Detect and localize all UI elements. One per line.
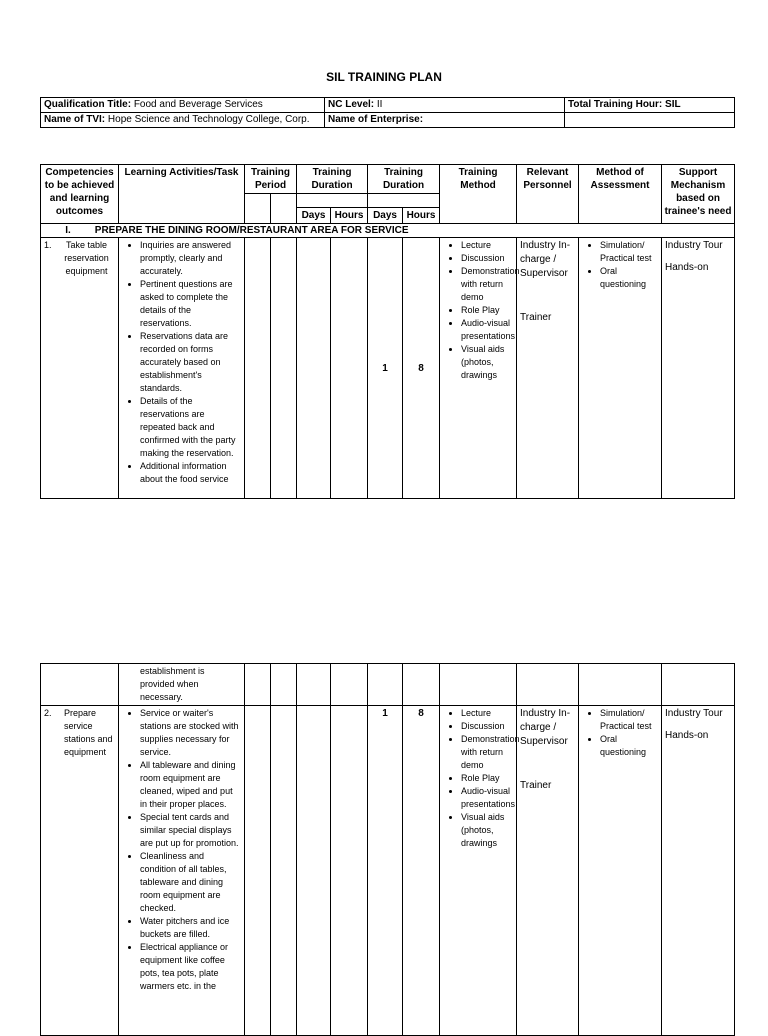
header-training-duration-1: Training Duration: [297, 165, 368, 194]
empty-cell: [662, 664, 735, 706]
method-item: • Audio-visual presentations: [461, 317, 513, 343]
empty-cell: [440, 664, 517, 706]
activity-item: • Additional information about the food service: [140, 460, 241, 486]
qualification-value: Food and Beverage Services: [133, 99, 263, 110]
competency-cell: [41, 706, 119, 1036]
empty-cell: [403, 664, 440, 706]
section-heading: [41, 224, 735, 238]
activity-item: • Cleanliness and condition of all tables, tableware and dining room equipment are checked.: [140, 850, 241, 915]
method-item: • Role Play: [461, 304, 513, 317]
method-item: • Demonstration with return demo: [461, 265, 513, 304]
activity-item: • Reservations data are recorded on forms accurately based on establishment's standards.: [140, 330, 241, 395]
total-hours-label: Total Training Hour: SIL: [568, 99, 681, 110]
hours-value: 8: [403, 238, 440, 499]
header-hours-1: Hours: [331, 208, 368, 224]
method-item: • Lecture: [461, 707, 513, 720]
method-cell: [440, 706, 520, 1036]
activity-item: • Service or waiter's stations are stocked with supplies necessary for service.: [140, 707, 241, 759]
competency-cell: [41, 664, 119, 706]
header-days-2: Days: [368, 208, 403, 224]
method-item: • Demonstration with return demo: [461, 733, 513, 772]
qualification-cell: [41, 98, 325, 113]
competency-text: Take table reservation equipment: [64, 240, 109, 276]
header-training-method: Training Method: [440, 165, 517, 224]
empty-cell: [565, 113, 735, 128]
assessment-item: • Simulation/ Practical test: [600, 239, 658, 265]
nc-level-label: NC Level:: [328, 99, 375, 110]
activity-item: • Inquiries are answered promptly, clearly and accurately.: [140, 239, 241, 278]
empty-cell: [579, 664, 662, 706]
header-method-assessment: Method of Assessment: [579, 165, 662, 224]
activity-continuation: establishment is provided when necessary.: [140, 666, 205, 702]
tvi-value: Hope Science and Technology College, Corp.: [107, 114, 310, 125]
method-item: • Visual aids (photos, drawings: [461, 811, 513, 850]
period-sub-2: [271, 194, 297, 224]
competency-number: 2.: [44, 708, 52, 718]
support-hands-on: Hands-on: [665, 730, 709, 741]
method-item: • Audio-visual presentations: [461, 785, 513, 811]
period-cell: [271, 706, 297, 1036]
activity-item: • Electrical appliance or equipment like coffee pots, tea pots, plate warmers etc. in the: [140, 941, 241, 993]
empty-cell: [331, 664, 368, 706]
method-item: • Discussion: [461, 720, 513, 733]
tvi-cell: [41, 113, 325, 128]
activities-cell: [119, 706, 245, 1036]
personnel-cell: [517, 706, 579, 1036]
empty-cell: [297, 664, 331, 706]
activity-item: • Details of the reservations are repeated back and confirmed with the party making the reservation.: [140, 395, 241, 460]
personnel-industry: Industry In-charge / Supervisor: [520, 240, 571, 279]
personnel-trainer: Trainer: [520, 312, 552, 323]
table-row: [41, 238, 735, 499]
duration-spacer-1: [297, 194, 368, 208]
personnel-industry: Industry In-charge / Supervisor: [520, 708, 571, 747]
header-hours-2: Hours: [403, 208, 440, 224]
empty-cell: [368, 664, 403, 706]
hours-value: 8: [403, 706, 440, 1036]
nc-level-value: II: [376, 99, 383, 110]
support-hands-on: Hands-on: [665, 262, 709, 273]
header-days-1: Days: [297, 208, 331, 224]
personnel-cell: [517, 238, 579, 499]
support-cell: [662, 238, 735, 499]
nc-level-cell: [325, 98, 565, 113]
days-value: 1: [368, 706, 403, 1036]
total-hours-cell: [565, 98, 735, 113]
enterprise-label: Name of Enterprise:: [328, 114, 424, 125]
hours-cell: [331, 706, 368, 1036]
assessment-item: • Simulation/ Practical test: [600, 707, 658, 733]
header-activities: Learning Activities/Task: [119, 165, 245, 224]
method-item: • Lecture: [461, 239, 513, 252]
header-support-mechanism: Support Mechanism based on trainee's need: [662, 165, 735, 224]
activities-cell: [119, 238, 245, 499]
info-table: [40, 97, 735, 128]
header-training-period: Training Period: [245, 165, 297, 194]
competency-text: Prepare service stations and equipment: [64, 708, 113, 757]
hours-cell: [331, 238, 368, 499]
support-cell: [662, 706, 735, 1036]
duration-spacer-2: [368, 194, 440, 208]
document-title: SIL TRAINING PLAN: [326, 70, 442, 84]
header-competencies: Competencies to be achieved and learning outcomes: [41, 165, 119, 224]
support-tour: Industry Tour: [665, 240, 723, 251]
enterprise-cell: [325, 113, 565, 128]
support-tour: Industry Tour: [665, 708, 723, 719]
header-training-duration-2: Training Duration: [368, 165, 440, 194]
assessment-cell: [579, 706, 662, 1036]
activities-cell: [119, 664, 245, 706]
days-cell: [297, 706, 331, 1036]
personnel-trainer: Trainer: [520, 780, 552, 791]
days-value: 1: [368, 238, 403, 499]
method-item: • Discussion: [461, 252, 513, 265]
empty-cell: [245, 664, 271, 706]
empty-cell: [517, 664, 579, 706]
method-item: • Role Play: [461, 772, 513, 785]
qualification-label: Qualification Title:: [44, 99, 132, 110]
header-relevant-personnel: Relevant Personnel: [517, 165, 579, 224]
period-cell: [245, 706, 271, 1036]
activity-item: • Pertinent questions are asked to complete the details of the reservations.: [140, 278, 241, 330]
period-sub-1: [245, 194, 271, 224]
training-plan-table: [40, 164, 735, 499]
section-number: I.: [65, 225, 71, 236]
section-title: PREPARE THE DINING ROOM/RESTAURANT AREA FOR SERVICE: [94, 225, 409, 236]
training-plan-table-continued: [40, 663, 735, 1036]
assessment-item: • Oral questioning: [600, 733, 658, 759]
empty-cell: [271, 664, 297, 706]
method-item: • Visual aids (photos, drawings: [461, 343, 513, 382]
assessment-item: • Oral questioning: [600, 265, 658, 291]
activity-item: • Water pitchers and ice buckets are filled.: [140, 915, 241, 941]
period-cell: [271, 238, 297, 499]
table-row: [41, 664, 735, 706]
table-row: [41, 706, 735, 1036]
activity-item: • All tableware and dining room equipment are cleaned, wiped and put in their proper places.: [140, 759, 241, 811]
tvi-label: Name of TVI:: [44, 114, 106, 125]
assessment-cell: [579, 238, 662, 499]
days-cell: [297, 238, 331, 499]
competency-cell: [41, 238, 119, 499]
method-cell: [440, 238, 520, 499]
activity-item: • Special tent cards and similar special displays are put up for promotion.: [140, 811, 241, 850]
competency-number: 1.: [44, 240, 52, 250]
period-cell: [245, 238, 271, 499]
